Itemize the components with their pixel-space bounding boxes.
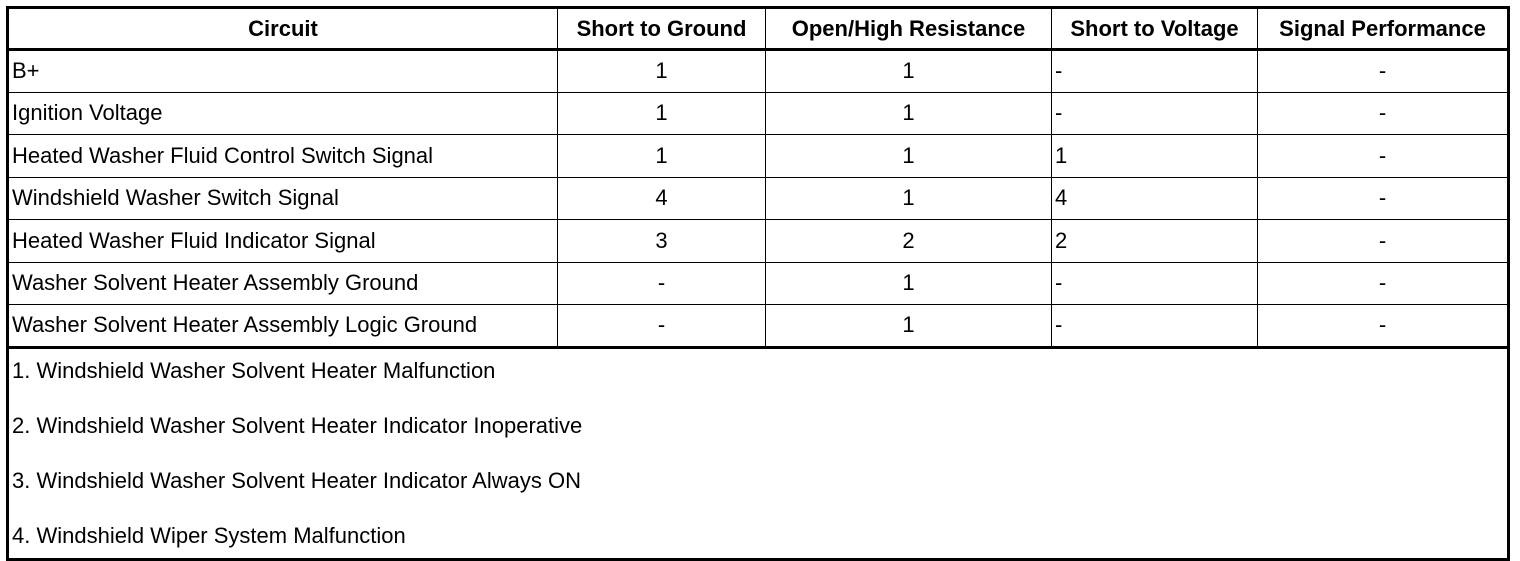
notes-cell bbox=[8, 347, 1509, 559]
table-row bbox=[8, 177, 1509, 220]
open-high-resistance-cell: 1 bbox=[766, 50, 1052, 93]
header-open-high-resistance: Open/High Resistance bbox=[766, 8, 1052, 50]
signal-performance-cell: - bbox=[1258, 220, 1509, 263]
short-to-voltage-cell: - bbox=[1052, 305, 1258, 348]
circuit-cell: Washer Solvent Heater Assembly Logic Ground bbox=[8, 305, 558, 348]
table-row bbox=[8, 50, 1509, 93]
table-row bbox=[8, 135, 1509, 178]
header-short-to-voltage: Short to Voltage bbox=[1052, 8, 1258, 50]
circuit-cell: Ignition Voltage bbox=[8, 92, 558, 135]
short-to-ground-cell: 1 bbox=[558, 135, 766, 178]
short-to-voltage-cell: 1 bbox=[1052, 135, 1258, 178]
short-to-voltage-cell: 2 bbox=[1052, 220, 1258, 263]
short-to-ground-cell: 3 bbox=[558, 220, 766, 263]
note-item: 4. Windshield Wiper System Malfunction bbox=[12, 522, 406, 548]
header-short-to-ground: Short to Ground bbox=[558, 8, 766, 50]
circuit-cell: Windshield Washer Switch Signal bbox=[8, 177, 558, 220]
short-to-voltage-cell: - bbox=[1052, 92, 1258, 135]
diagnostic-circuit-table bbox=[6, 6, 1510, 561]
open-high-resistance-cell: 1 bbox=[766, 305, 1052, 348]
note-item: 2. Windshield Washer Solvent Heater Indicator Inoperative bbox=[12, 412, 583, 438]
open-high-resistance-cell: 1 bbox=[766, 262, 1052, 305]
table-row bbox=[8, 220, 1509, 263]
signal-performance-cell: - bbox=[1258, 262, 1509, 305]
header-signal-performance: Signal Performance bbox=[1258, 8, 1509, 50]
short-to-ground-cell: 1 bbox=[558, 50, 766, 93]
table-row bbox=[8, 92, 1509, 135]
short-to-voltage-cell: 4 bbox=[1052, 177, 1258, 220]
short-to-ground-cell: 4 bbox=[558, 177, 766, 220]
short-to-voltage-cell: - bbox=[1052, 262, 1258, 305]
signal-performance-cell: - bbox=[1258, 92, 1509, 135]
short-to-voltage-cell: - bbox=[1052, 50, 1258, 93]
header-row bbox=[8, 8, 1509, 50]
note-item: 1. Windshield Washer Solvent Heater Malfunction bbox=[12, 357, 496, 383]
table-row bbox=[8, 262, 1509, 305]
open-high-resistance-cell: 1 bbox=[766, 177, 1052, 220]
circuit-cell: Heated Washer Fluid Control Switch Signal bbox=[8, 135, 558, 178]
header-circuit: Circuit bbox=[8, 8, 558, 50]
signal-performance-cell: - bbox=[1258, 305, 1509, 348]
table-row bbox=[8, 305, 1509, 348]
short-to-ground-cell: - bbox=[558, 262, 766, 305]
short-to-ground-cell: - bbox=[558, 305, 766, 348]
signal-performance-cell: - bbox=[1258, 135, 1509, 178]
signal-performance-cell: - bbox=[1258, 177, 1509, 220]
short-to-ground-cell: 1 bbox=[558, 92, 766, 135]
circuit-cell: Washer Solvent Heater Assembly Ground bbox=[8, 262, 558, 305]
open-high-resistance-cell: 1 bbox=[766, 135, 1052, 178]
open-high-resistance-cell: 2 bbox=[766, 220, 1052, 263]
note-item: 3. Windshield Washer Solvent Heater Indicator Always ON bbox=[12, 467, 581, 493]
open-high-resistance-cell: 1 bbox=[766, 92, 1052, 135]
signal-performance-cell: - bbox=[1258, 50, 1509, 93]
circuit-cell: Heated Washer Fluid Indicator Signal bbox=[8, 220, 558, 263]
circuit-cell: B+ bbox=[8, 50, 558, 93]
notes-row bbox=[8, 347, 1509, 559]
